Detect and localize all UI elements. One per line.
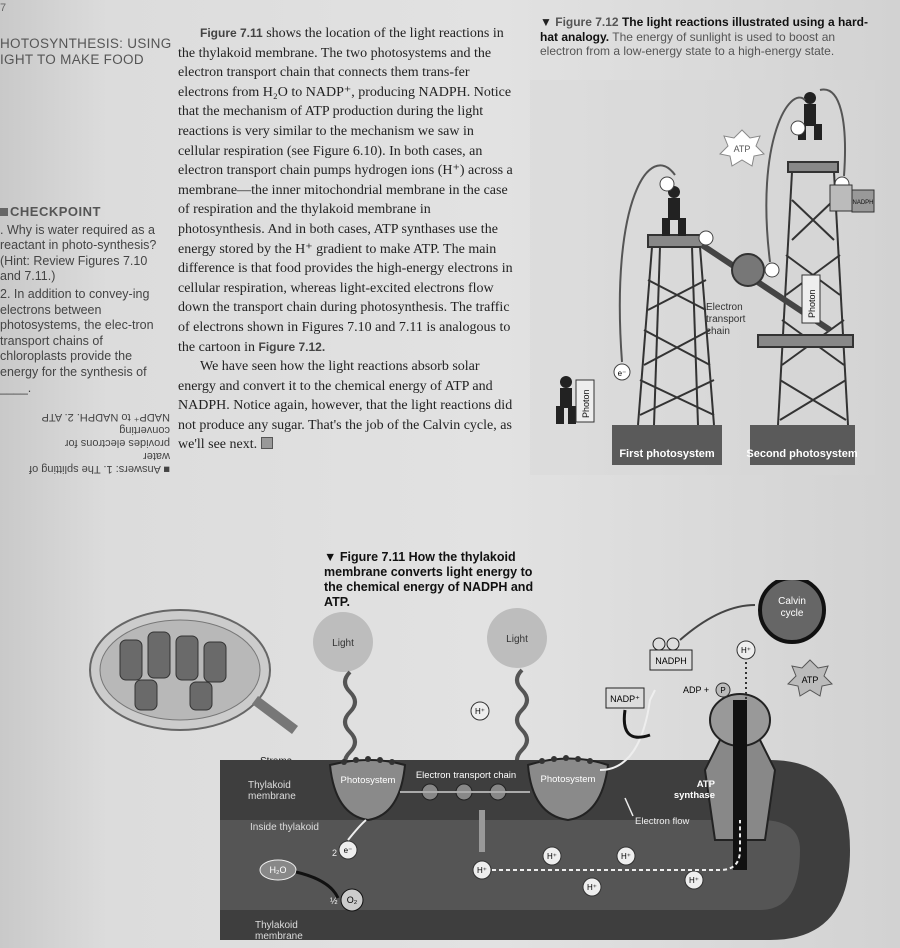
section-heading xyxy=(0,36,172,68)
first-photosystem-label: First photosystem xyxy=(619,448,715,460)
figure-711-caption: ▼ Figure 7.11 How the thylakoid membrane converts light energy to the chemical energy of NADPH and ATP. xyxy=(324,550,534,609)
electron-flow-label: Electron flow xyxy=(635,816,690,827)
svg-text:2: 2 xyxy=(332,848,338,858)
svg-text:ATP: ATP xyxy=(801,675,819,685)
page-number: 7 xyxy=(0,2,7,14)
svg-text:H⁺: H⁺ xyxy=(689,876,699,885)
etc-label: Electron transport chain xyxy=(706,302,746,337)
svg-text:H⁺: H⁺ xyxy=(741,646,751,655)
hard-hat-analogy-illustration xyxy=(530,80,875,475)
thylakoid-interior xyxy=(220,820,800,910)
checkpoint-check-icon xyxy=(261,437,273,449)
light-label-1: Light xyxy=(332,638,354,649)
section-heading-line2: IGHT TO MAKE FOOD xyxy=(0,52,144,67)
etc-label: Electron transport chain xyxy=(415,770,517,781)
figure-712-description: The energy of sunlight is used to boost an electron from a low-energy state to a high-energy state. xyxy=(540,29,836,58)
inside-thylakoid-label: Inside thylakoid xyxy=(250,822,319,833)
checkpoint-answers-upside-down: ■ Answers: 1. The splitting of water provides electrons for converting NADP⁺ to NADPH. 2. ATP xyxy=(29,411,170,475)
checkpoint-question-2: 2. In addition to convey-ing electrons between photosystems, the elec-tron transport chains of chloroplasts provide the energy for the synthesis of ____. xyxy=(0,286,154,395)
body-paragraph-1: Figure 7.11 shows the location of the light reactions in the thylakoid membrane. The two photosystems and the electron transport chain that connects them trans-fer electrons from H₂O to NADP⁺, producing NADPH. Notice that the mechanism of ATP production during the light reactions is very similar to the mechanism we saw in cellular respiration (see Figure 6.10). In both cases, an electron transport chain pumps hydrogen ions (H⁺) across a membrane—the inner mitochondrial membrane in the case of respiration and the thylakoid membrane in photosynthesis. And in both cases, ATP synthases use the energy stored by the H⁺ gradient to make ATP. The main difference is that food provides the high-energy electrons in cellular respiration, whereas light-excited electrons flow down the transport chain during photosynthesis. The traffic of electrons shown in Figures 7.10 and 7.11 is analogous to the cartoon in Figure 7.12. xyxy=(178,26,513,355)
svg-text:NADPH: NADPH xyxy=(852,200,874,206)
svg-text:NADPH: NADPH xyxy=(655,656,687,666)
svg-text:H⁺: H⁺ xyxy=(475,707,485,716)
atp-synthase-label: ATP synthase xyxy=(673,779,715,801)
svg-text:Photosystem: Photosystem xyxy=(540,774,596,785)
svg-text:H⁺: H⁺ xyxy=(621,852,631,861)
svg-text:ATP: ATP xyxy=(733,144,751,154)
figure-712-title: The light reactions illustrated using a hard-hat analogy. xyxy=(540,15,868,44)
figure-711-reference: Figure 7.11 xyxy=(200,26,263,40)
light-label-2: Light xyxy=(506,634,528,645)
figure-712-reference: Figure 7.12. xyxy=(258,339,326,354)
svg-text:NADP⁺: NADP⁺ xyxy=(610,694,640,704)
thylakoid-membrane-label: Thylakoid membrane xyxy=(248,780,296,802)
thylakoid-membrane-label-bottom: Thylakoid membrane xyxy=(255,920,303,942)
nadph-bucket-icon xyxy=(830,185,852,211)
svg-text:Photon: Photon xyxy=(807,289,817,318)
svg-text:H⁺: H⁺ xyxy=(547,852,557,861)
section-heading-line1: HOTOSYNTHESIS: USING xyxy=(0,36,172,51)
svg-text:Photosystem: Photosystem xyxy=(340,775,396,786)
svg-text:½: ½ xyxy=(330,896,338,906)
second-photosystem-label: Second photosystem xyxy=(746,448,858,460)
thylakoid-membrane-diagram xyxy=(80,580,870,948)
chloroplast-icon xyxy=(90,610,295,730)
svg-text:H₂O: H₂O xyxy=(269,865,287,875)
svg-text:H⁺: H⁺ xyxy=(477,866,487,875)
body-paragraph-2: We have seen how the light reactions absorb solar energy and convert it to the chemical energy of ATP and NADPH. Notice again, however, that the light reactions did not produce any sugar. That's the job of the Calvin cycle, as we'll see next. xyxy=(178,359,513,453)
svg-text:H⁺: H⁺ xyxy=(587,883,597,892)
svg-text:e⁻: e⁻ xyxy=(617,369,627,378)
figure-marker-icon: ▼ xyxy=(324,550,337,564)
calvin-cycle-label: Calvin cycle xyxy=(778,596,806,619)
checkpoint-icon xyxy=(0,208,8,216)
adp-label: ADP + xyxy=(683,685,710,695)
nadph-to-calvin-arrow xyxy=(680,605,755,640)
figure-712-caption: ▼ Figure 7.12 The light reactions illustrated using a hard-hat analogy. The energy of sunlight is used to boost an electron from a low-energy state to a high-energy state. xyxy=(540,15,868,58)
svg-text:Photon: Photon xyxy=(581,389,591,418)
light-wave-2 xyxy=(517,670,527,770)
svg-text:P: P xyxy=(720,686,726,695)
paddle-wheel-icon xyxy=(732,254,764,286)
light-wave-1 xyxy=(345,672,355,772)
svg-text:O₂: O₂ xyxy=(346,895,358,905)
checkpoint-box xyxy=(0,204,165,398)
checkpoint-title: CHECKPOINT xyxy=(0,204,165,220)
svg-text:e⁻: e⁻ xyxy=(343,846,353,855)
figure-marker-icon: ▼ xyxy=(540,15,552,29)
checkpoint-question-1: . Why is water required as a reactant in photo-synthesis? (Hint: Review Figures 7.10 and 7.11.) xyxy=(0,222,157,284)
body-text xyxy=(178,24,513,455)
